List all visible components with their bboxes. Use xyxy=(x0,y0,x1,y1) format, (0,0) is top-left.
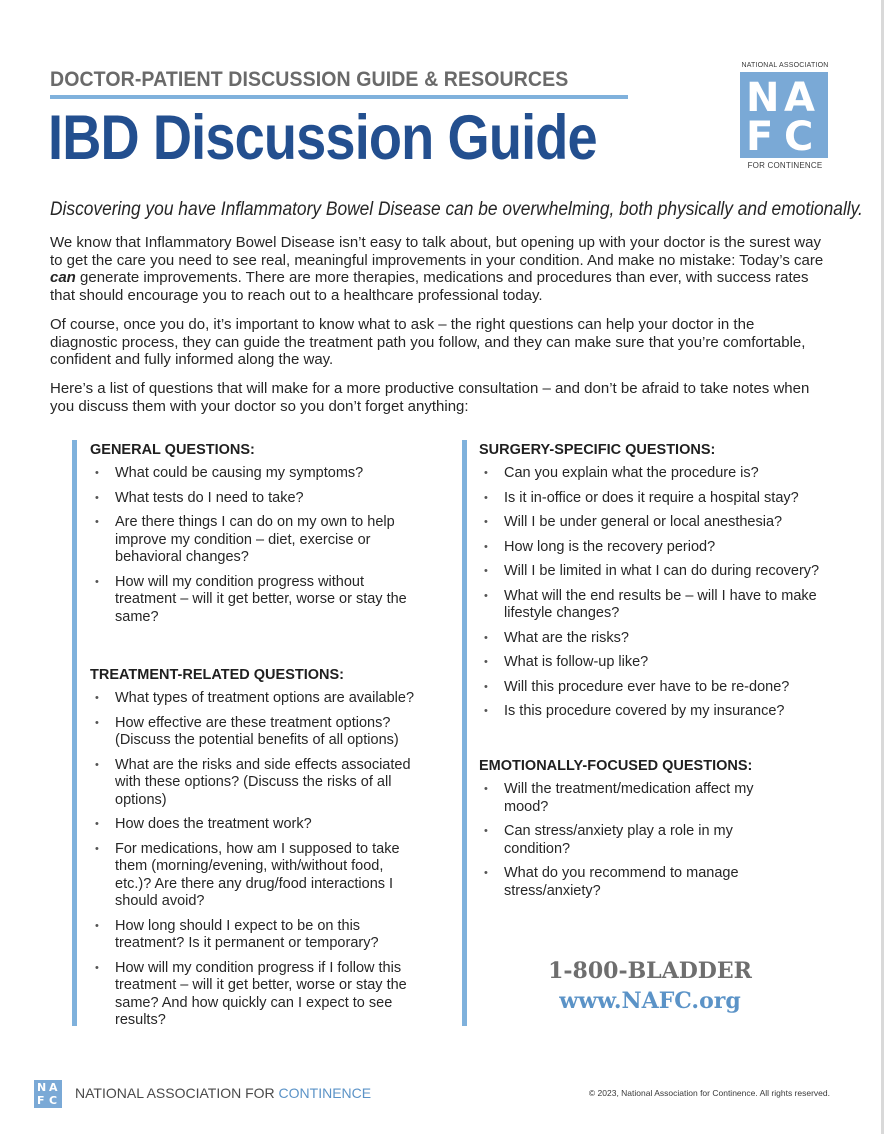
treatment-questions-list xyxy=(90,690,420,1037)
intro-statement: Discovering you have Inflammatory Bowel Disease can be overwhelming, both physically and emotionally. xyxy=(50,198,863,220)
list-item: • Will this procedure ever have to be re-done? xyxy=(479,679,829,697)
page-title: IBD Discussion Guide xyxy=(48,103,597,173)
nafc-logo xyxy=(740,62,830,170)
footer-logo-letter-f: F xyxy=(37,1094,45,1107)
list-item: • What tests do I need to take? xyxy=(90,490,420,508)
phone-number: 1-800-BLADDER xyxy=(548,958,752,984)
list-item: • How does the treatment work? xyxy=(90,816,420,834)
list-item: • How effective are these treatment options? (Discuss the potential benefits of all options) xyxy=(90,715,420,750)
header-kicker: DOCTOR-PATIENT DISCUSSION GUIDE & RESOURCES xyxy=(50,68,569,91)
list-item: • Can you explain what the procedure is? xyxy=(479,465,829,483)
copyright-notice: © 2023, National Association for Continence. All rights reserved. xyxy=(588,1088,830,1098)
treatment-questions-heading: TREATMENT-RELATED QUESTIONS: xyxy=(90,667,345,683)
footer-logo-letter-a: A xyxy=(49,1081,58,1094)
logo-letter-a: A xyxy=(784,75,815,121)
intro-paragraph-2: Of course, once you do, it’s important to know what to ask – the right questions can help your doctor in the diagnostic process, they can guide the treatment path you follow, and they can make sure that you’re comfortable, confident and fully informed along the way. xyxy=(50,316,806,368)
header-rule xyxy=(50,95,628,99)
list-item: • What types of treatment options are available? xyxy=(90,690,420,708)
surgery-questions-heading: SURGERY-SPECIFIC QUESTIONS: xyxy=(479,442,716,458)
list-item: • How will my condition progress without treatment – will it get better, worse or stay the same? xyxy=(90,574,420,627)
list-item: • How long should I expect to be on this treatment? Is it permanent or temporary? xyxy=(90,918,420,953)
footer-logo xyxy=(34,1080,62,1108)
surgery-questions-list xyxy=(479,465,829,728)
logo-letter-f: F xyxy=(746,114,774,160)
list-item: • What are the risks and side effects associated with these options? (Discuss the risks of all options) xyxy=(90,757,420,810)
general-questions-list xyxy=(90,465,420,633)
paragraph-1-start: We know that Inflammatory Bowel Disease isn’t easy to talk about, but opening up with your doctor is the surest way to get the care you need to see real, meaningful improvements in your condition. And make no mistake: Today’s care xyxy=(50,234,824,269)
website-link[interactable]: www.NAFC.org xyxy=(559,988,741,1014)
list-item: • What are the risks? xyxy=(479,630,829,648)
list-item: • Will the treatment/medication affect my mood? xyxy=(479,781,779,816)
footer-logo-letter-c: C xyxy=(49,1094,58,1107)
list-item: • How long is the recovery period? xyxy=(479,539,829,557)
list-item: • What is follow-up like? xyxy=(479,654,829,672)
right-column-bar xyxy=(462,440,467,1026)
contact-block xyxy=(520,956,780,1016)
emotional-questions-heading: EMOTIONALLY-FOCUSED QUESTIONS: xyxy=(479,758,753,774)
logo-letter-n: N xyxy=(746,75,780,121)
footer-logo-letter-n: N xyxy=(37,1081,47,1094)
list-item: • Can stress/anxiety play a role in my condition? xyxy=(479,823,779,858)
list-item: • What do you recommend to manage stress/anxiety? xyxy=(479,865,779,900)
list-item: • Will I be under general or local anesthesia? xyxy=(479,514,829,532)
logo-bottom-text: FOR CONTINENCE xyxy=(747,161,823,170)
intro-paragraph-1 xyxy=(50,234,825,304)
list-item: • Will I be limited in what I can do during recovery? xyxy=(479,563,829,581)
list-item: • Is it in-office or does it require a hospital stay? xyxy=(479,490,829,508)
paragraph-1-emphasis: can xyxy=(50,269,76,286)
footer-org-name xyxy=(75,1085,371,1101)
paragraph-1-end: generate improvements. There are more therapies, medications and procedures than ever, with success rates that should encourage you to reach out to a healthcare professional today. xyxy=(50,269,809,304)
intro-paragraph-3: Here’s a list of questions that will make for a more productive consultation – and don’t be afraid to take notes when you discuss them with your doctor so you don’t forget anything: xyxy=(50,380,810,415)
list-item: • Are there things I can do on my own to help improve my condition – diet, exercise or behavioral changes? xyxy=(90,514,420,567)
list-item: • What will the end results be – will I have to make lifestyle changes? xyxy=(479,588,829,623)
list-item: • For medications, how am I supposed to take them (morning/evening, with/without food, etc.)? Are there any drug/food interactions I should avoid? xyxy=(90,841,420,911)
logo-mark xyxy=(740,72,828,158)
emotional-questions-list xyxy=(479,781,779,907)
logo-top-text: NATIONAL ASSOCIATION xyxy=(741,62,829,69)
list-item: • Is this procedure covered by my insurance? xyxy=(479,703,829,721)
footer-org-name-accent: CONTINENCE xyxy=(278,1085,372,1101)
left-column-bar xyxy=(72,440,77,1026)
logo-letter-c: C xyxy=(784,114,814,160)
list-item: • What could be causing my symptoms? xyxy=(90,465,420,483)
list-item: • How will my condition progress if I follow this treatment – will it get better, worse or stay the same? And how quickly can I expect to see results? xyxy=(90,960,420,1030)
general-questions-heading: GENERAL QUESTIONS: xyxy=(90,442,255,458)
footer-org-name-main: NATIONAL ASSOCIATION FOR xyxy=(75,1085,279,1101)
